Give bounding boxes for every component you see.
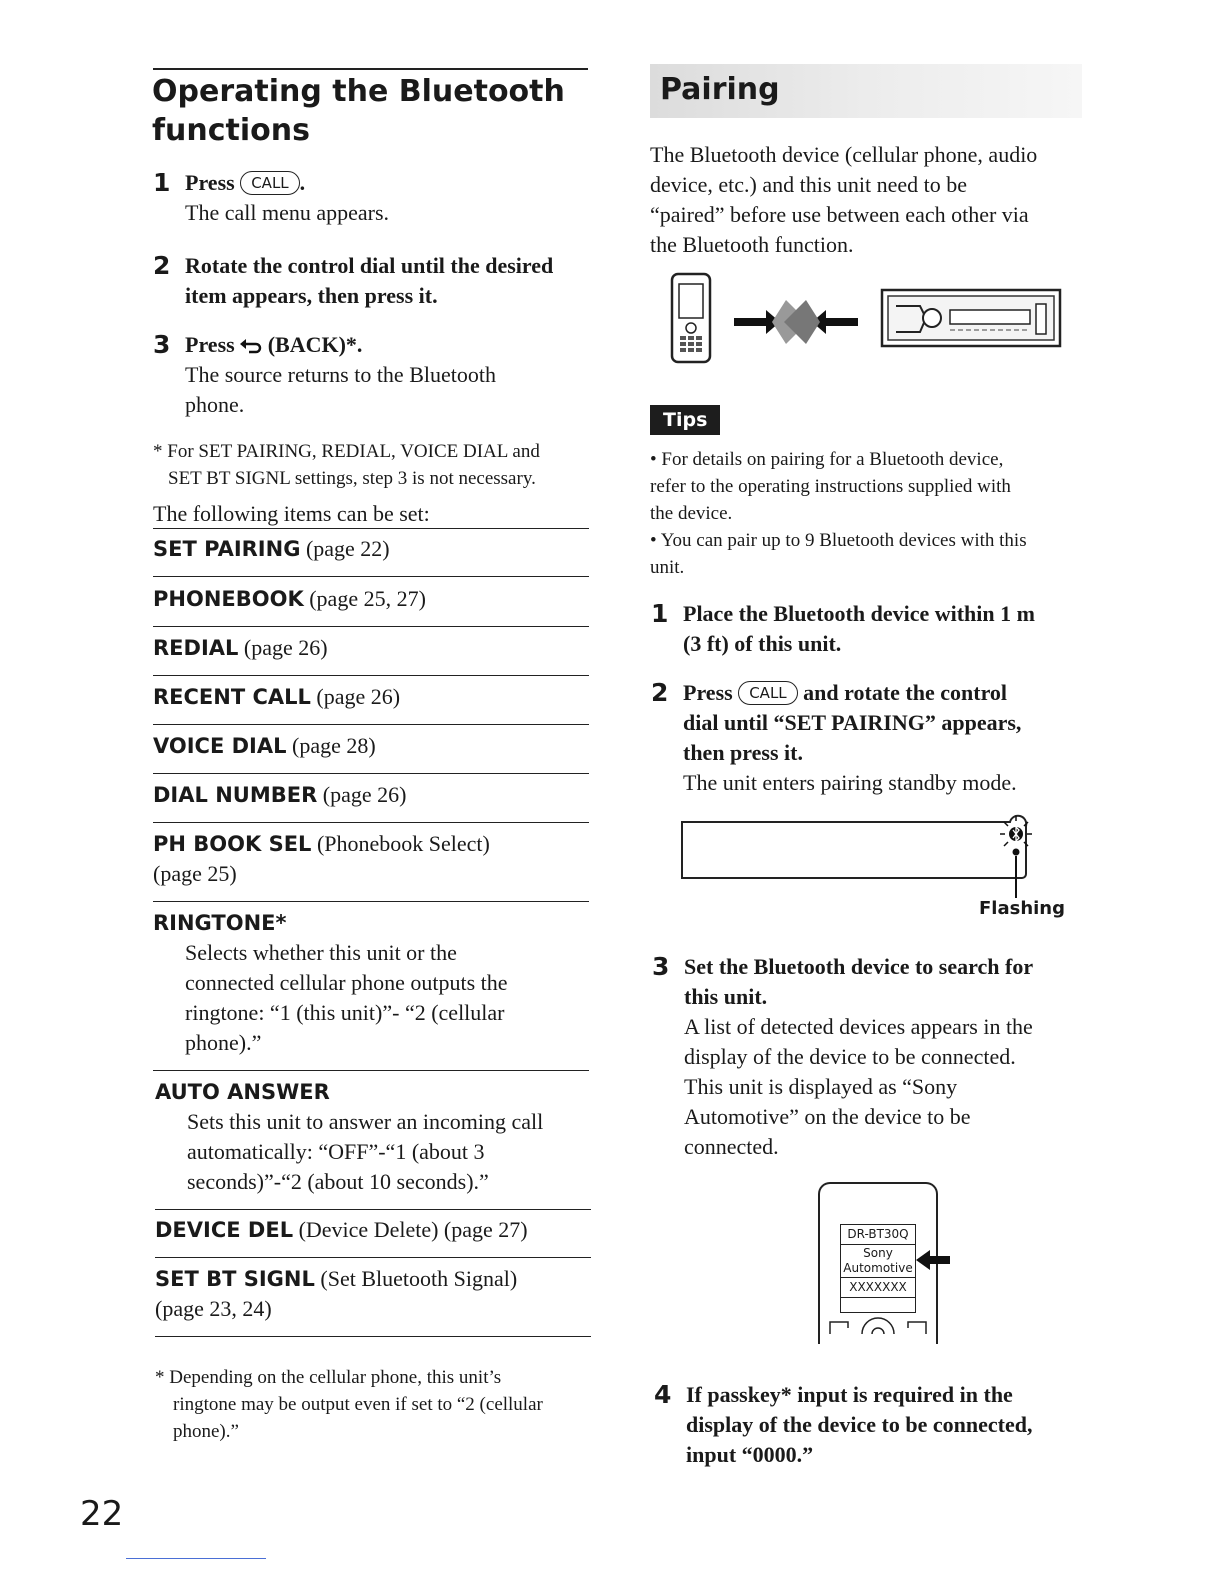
item-redial: REDIAL (page 26) (153, 633, 589, 676)
phone-list-screen (840, 1224, 916, 1313)
pairing-step-4: 4 If passkey* input is required in the display of the device to be connected, input “0000.” (654, 1380, 1033, 1467)
bluetooth-exchange-arrows-icon (734, 300, 858, 344)
left-step-1: 1 Press CALL . The call menu appears. (153, 168, 390, 225)
footnote-step3: * For SET PAIRING, REDIAL, VOICE DIAL and SET BT SIGNL settings, step 3 is not necessary. (153, 441, 540, 489)
phone-device-list-illustration (818, 1182, 938, 1334)
cellular-phone-icon (672, 274, 710, 362)
pairing-title: Pairing (660, 72, 780, 107)
pairing-step-2: 2 Press CALL and rotate the control dial until “SET PAIRING” appears, then press it. The unit enters pairing standby mode. (651, 678, 1022, 795)
tips-badge: Tips (650, 405, 720, 435)
pairing-illustration (668, 270, 1068, 370)
left-step-3: 3 Press (BACK)*. The source returns to the Bluetooth phone. (153, 330, 496, 417)
left-title-rule (153, 68, 588, 70)
footnote-ringtone: * Depending on the cellular phone, this unit’s ringtone may be output even if set to “2 (cellular phone).” (155, 1367, 543, 1442)
back-arrow-icon (240, 338, 262, 354)
tips-list (650, 446, 1090, 581)
section-title: Operating the Bluetooth functions (152, 74, 565, 148)
phone-list-item: XXXXXXX (841, 1278, 915, 1298)
page-number: 22 (80, 1494, 124, 1534)
item-set-pairing: SET PAIRING (page 22) (153, 534, 589, 577)
item-phonebook: PHONEBOOK (page 25, 27) (153, 584, 589, 627)
phone-list-item-selected: Sony Automotive (841, 1245, 915, 1278)
item-device-del: DEVICE DEL (Device Delete) (page 27) (155, 1215, 591, 1258)
pairing-intro: The Bluetooth device (cellular phone, audio device, etc.) and this unit need to be “paired” before use between each other via the Bluetooth function. (650, 142, 1038, 257)
item-ringtone: RINGTONE* Selects whether this unit or the connected cellular phone outputs the ringtone: “1 (this unit)”- “2 (cellular phone).” (153, 908, 589, 1071)
item-ph-book-sel: PH BOOK SEL (Phonebook Select) (page 25) (153, 829, 589, 902)
left-step-2: 2 Rotate the control dial until the desired item appears, then press it. (153, 251, 554, 308)
page-number-rule (126, 1558, 266, 1559)
phone-list-item: DR-BT30Q (841, 1225, 915, 1245)
item-voice-dial: VOICE DIAL (page 28) (153, 731, 589, 774)
flashing-label: Flashing (979, 898, 1066, 919)
item-auto-answer: AUTO ANSWER Sets this unit to answer an incoming call automatically: “OFF”-“1 (about 3 seconds)”-“2 (about 10 seconds).” (155, 1077, 591, 1210)
item-dial-number: DIAL NUMBER (page 26) (153, 780, 589, 823)
pairing-step-3: 3 Set the Bluetooth device to search for this unit. A list of detected devices appears in the display of the device to be connected. This unit is displayed as “Sony Automotive” on the device to be connected. (652, 952, 1034, 1159)
tip-item: • For details on pairing for a Bluetooth device, refer to the operating instructions supplied with the device. (650, 449, 1011, 524)
pairing-step-1: 1 Place the Bluetooth device within 1 m (3 ft) of this unit. (651, 599, 1035, 656)
phone-keys-icon (828, 1310, 928, 1336)
call-button-icon: CALL (738, 681, 797, 705)
car-audio-unit-icon (882, 290, 1060, 346)
tip-item: • You can pair up to 9 Bluetooth devices with this unit. (650, 530, 1027, 578)
item-recent-call: RECENT CALL (page 26) (153, 682, 589, 725)
unit-display-illustration (680, 808, 1060, 900)
pointer-arrow-icon (914, 1248, 952, 1272)
item-set-bt-signl: SET BT SIGNL (Set Bluetooth Signal) (page 23, 24) (155, 1264, 591, 1337)
items-intro: The following items can be set: (153, 500, 589, 529)
call-button-icon: CALL (240, 171, 299, 195)
